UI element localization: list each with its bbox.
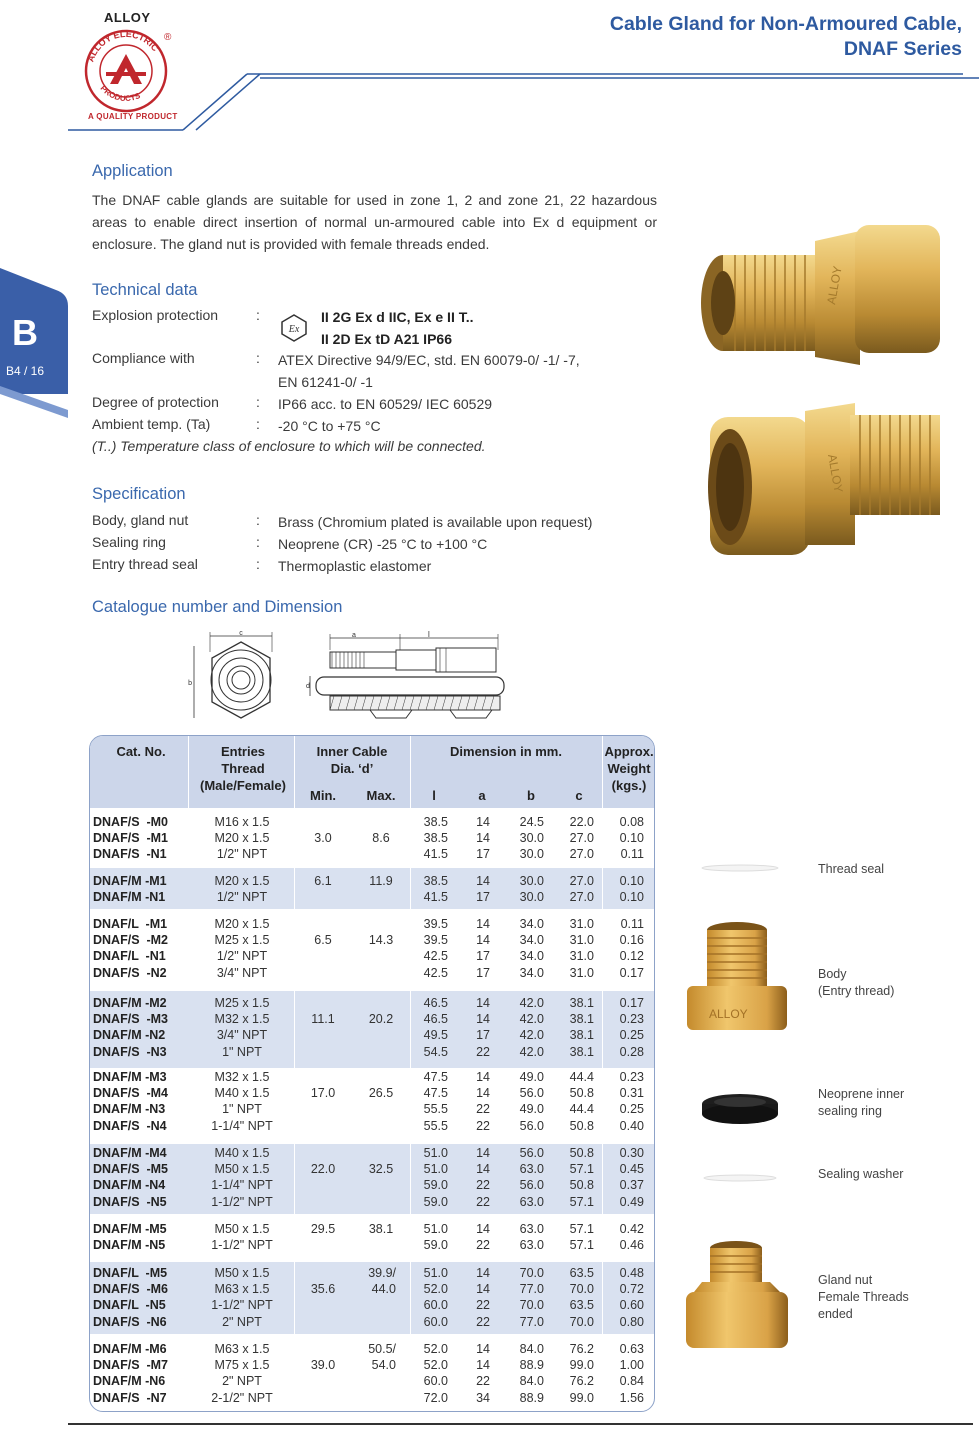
application-text: The DNAF cable glands are suitable for used in zone 1, 2 and zone 21, 22 hazardous areas to enable direct insertion of normal un-armoured cable into Ex d equipment or enclosure. The gland nut is provided with female threads ended. <box>92 192 657 252</box>
title-line-1: Cable Gland for Non-Armoured Cable, <box>609 13 962 35</box>
column-divider <box>294 808 295 1412</box>
cell-weight: 0.11 0.16 0.12 0.17 <box>619 917 644 980</box>
tech-explosion-value <box>321 306 474 350</box>
cell-min: 22.0 <box>310 1162 336 1176</box>
cell-cat-no: DNAF/S -M0 DNAF/S -M1 DNAF/S -N1 <box>93 815 168 862</box>
cell-max: 14.3 <box>368 933 394 947</box>
cell-max: 20.2 <box>368 1012 394 1026</box>
page-number: B4 / 16 <box>6 364 45 378</box>
table-row-group <box>90 1144 655 1214</box>
cell-l: 51.0 59.0 <box>423 1222 448 1253</box>
section-letter: B <box>12 312 38 353</box>
svg-text:l: l <box>428 630 430 639</box>
cell-weight: 0.08 0.10 0.11 <box>619 815 644 862</box>
svg-text:Ex: Ex <box>288 324 300 335</box>
cell-a: 14 14 17 22 <box>476 996 490 1059</box>
cell-cat-no: DNAF/M -M2 DNAF/S -M3 DNAF/M -N2 DNAF/S -N3 <box>93 996 168 1059</box>
cell-cat-no: DNAF/M -M6 DNAF/S -M7 DNAF/M -N6 DNAF/S -N7 <box>93 1342 168 1405</box>
header-decoration <box>0 60 979 140</box>
catalogue-table <box>89 735 655 1412</box>
document-title <box>610 12 962 62</box>
label-sealing-ring: Neoprene inner sealing ring <box>818 1087 905 1118</box>
cell-min: 39.0 <box>310 1358 336 1372</box>
title-line-2: DNAF Series <box>843 38 962 60</box>
header-cat-no: Cat. No. <box>116 744 166 759</box>
tech-explosion-line2: II 2D Ex tD A21 IP66 <box>321 331 452 347</box>
table-row-group <box>90 991 655 1068</box>
body-photo <box>685 918 790 1036</box>
column-divider <box>410 808 411 1412</box>
cell-max: 50.5/ 54.0 <box>368 1342 396 1373</box>
cell-weight: 0.10 0.10 <box>619 874 644 905</box>
label-thread-seal: Thread seal <box>818 862 885 876</box>
cell-weight: 0.48 0.72 0.60 0.80 <box>619 1266 644 1329</box>
cell-l: 46.5 46.5 49.5 54.5 <box>423 996 448 1059</box>
cell-thread: M20 x 1.5 M25 x 1.5 1/2" NPT 3/4" NPT <box>214 917 270 980</box>
cell-cat-no: DNAF/L -M1 DNAF/S -M2 DNAF/L -N1 DNAF/S -N2 <box>93 917 168 980</box>
svg-text:PRODUCTS: PRODUCTS <box>98 83 142 104</box>
catalogue-heading: Catalogue number and Dimension <box>92 598 343 616</box>
cell-min: 35.6 <box>310 1282 336 1296</box>
temperature-note: (T..) Temperature class of enclosure to which will be connected. <box>92 438 486 454</box>
spec-body-value: Brass (Chromium plated is available upon request) <box>278 514 593 530</box>
table-row-group <box>90 1334 655 1412</box>
header-l: l <box>432 788 436 803</box>
side-view-drawing <box>300 630 520 722</box>
colon: : <box>256 350 260 366</box>
colon: : <box>256 307 260 323</box>
cell-c: 38.1 38.1 38.1 38.1 <box>569 996 594 1059</box>
header-weight-3: (kgs.) <box>611 778 647 793</box>
cell-l: 38.5 38.5 41.5 <box>423 815 448 862</box>
header-inner-2: Dia. ‘d’ <box>330 761 374 776</box>
footer-divider <box>68 1423 973 1425</box>
tech-label-compliance: Compliance with <box>92 350 195 366</box>
header-entries-2: Thread <box>221 761 265 776</box>
svg-text:d: d <box>306 683 310 690</box>
tech-protection-value: IP66 acc. to EN 60529/ IEC 60529 <box>278 396 493 412</box>
header-divider <box>602 736 603 808</box>
tech-compliance-value <box>278 349 580 393</box>
tech-label-protection: Degree of protection <box>92 394 219 410</box>
svg-text:b: b <box>188 680 192 687</box>
cell-max: 8.6 <box>372 831 390 845</box>
tech-compliance-line1: ATEX Directive 94/9/EC, std. EN 60079-0/ -1/ -7, <box>278 352 580 368</box>
colon: : <box>256 512 260 528</box>
registered-mark: ® <box>164 32 172 43</box>
table-row-group <box>90 1262 655 1334</box>
cell-thread: M50 x 1.5 M63 x 1.5 1-1/2" NPT 2" NPT <box>211 1266 273 1329</box>
spec-label-entry: Entry thread seal <box>92 556 198 572</box>
spec-label-sealing: Sealing ring <box>92 534 166 550</box>
cell-l: 52.0 52.0 60.0 72.0 <box>423 1342 448 1405</box>
cell-weight: 0.42 0.46 <box>619 1222 644 1253</box>
cell-c: 57.1 57.1 <box>569 1222 594 1253</box>
header-c: c <box>575 788 583 803</box>
cell-cat-no: DNAF/M -M3 DNAF/S -M4 DNAF/M -N3 DNAF/S -N4 <box>93 1070 168 1133</box>
cell-c: 76.2 99.0 76.2 99.0 <box>569 1342 594 1405</box>
cell-l: 39.5 39.5 42.5 42.5 <box>423 917 448 980</box>
cell-a: 14 14 17 <box>476 815 490 862</box>
cell-b: 24.5 30.0 30.0 <box>519 815 544 862</box>
cell-cat-no: DNAF/L -M5 DNAF/S -M6 DNAF/L -N5 DNAF/S -N6 <box>93 1266 168 1329</box>
cell-max: 11.9 <box>369 874 393 888</box>
cell-b: 70.0 77.0 70.0 77.0 <box>519 1266 544 1329</box>
technical-heading: Technical data <box>92 281 198 299</box>
cell-thread: M25 x 1.5 M32 x 1.5 3/4" NPT 1" NPT <box>214 996 270 1059</box>
svg-text:ALLOY: ALLOY <box>825 453 846 494</box>
cell-weight: 0.30 0.45 0.37 0.49 <box>619 1146 644 1209</box>
cell-b: 84.0 88.9 84.0 88.9 <box>519 1342 544 1405</box>
column-divider <box>602 808 603 1412</box>
specification-heading: Specification <box>92 485 186 503</box>
header-divider <box>410 736 411 808</box>
cell-c: 22.0 27.0 27.0 <box>569 815 594 862</box>
cell-weight: 0.63 1.00 0.84 1.56 <box>619 1342 644 1405</box>
header-inner-1: Inner Cable <box>316 744 388 759</box>
header-entries <box>192 743 294 794</box>
cell-max: 32.5 <box>368 1162 394 1176</box>
cell-thread: M32 x 1.5 M40 x 1.5 1" NPT 1-1/4" NPT <box>211 1070 273 1133</box>
cell-weight: 0.17 0.23 0.25 0.28 <box>619 996 644 1059</box>
cell-l: 38.5 41.5 <box>423 874 448 905</box>
tech-explosion-line1: II 2G Ex d IIC, Ex e II T.. <box>321 309 474 325</box>
cell-b: 56.0 63.0 56.0 63.0 <box>519 1146 544 1209</box>
front-view-drawing <box>182 630 282 722</box>
cell-c: 31.0 31.0 31.0 31.0 <box>569 917 594 980</box>
cell-a: 14 14 22 34 <box>476 1342 490 1405</box>
cell-min: 6.1 <box>314 874 332 888</box>
gland-photo-top <box>695 215 945 365</box>
spec-entry-value: Thermoplastic elastomer <box>278 558 432 574</box>
tech-compliance-line2: EN 61241-0/ -1 <box>278 374 373 390</box>
svg-text:ALLOY ELECTRIC: ALLOY ELECTRIC <box>85 28 161 64</box>
header-b: b <box>527 788 535 803</box>
header-inner-cable <box>294 743 410 777</box>
cell-c: 44.4 50.8 44.4 50.8 <box>569 1070 594 1133</box>
cell-b: 63.0 63.0 <box>519 1222 544 1253</box>
ex-hexagon-icon <box>279 313 309 343</box>
cell-l: 51.0 52.0 60.0 60.0 <box>423 1266 448 1329</box>
cell-c: 50.8 57.1 50.8 57.1 <box>569 1146 594 1209</box>
table-row-group <box>90 1214 655 1262</box>
svg-text:a: a <box>352 632 356 639</box>
header-a: a <box>478 788 486 803</box>
colon: : <box>256 416 260 432</box>
cell-c: 27.0 27.0 <box>569 874 594 905</box>
header-weight <box>602 743 655 794</box>
cell-thread: M63 x 1.5 M75 x 1.5 2" NPT 2-1/2" NPT <box>211 1342 273 1405</box>
cell-min: 6.5 <box>314 933 332 947</box>
tech-ambient-value: -20 °C to +75 °C <box>278 418 381 434</box>
colon: : <box>256 394 260 410</box>
header-entries-1: Entries <box>220 744 266 759</box>
svg-text:c: c <box>239 630 243 637</box>
table-row-group <box>90 1068 655 1144</box>
cell-a: 14 14 22 22 <box>476 1070 490 1133</box>
header-divider <box>188 736 189 808</box>
cell-max: 26.5 <box>368 1086 394 1100</box>
cell-min: 17.0 <box>310 1086 336 1100</box>
cell-min: 29.5 <box>310 1222 336 1236</box>
spec-sealing-value: Neoprene (CR) -25 °C to +100 °C <box>278 536 488 552</box>
cell-l: 47.5 47.5 55.5 55.5 <box>423 1070 448 1133</box>
cell-max: 38.1 <box>368 1222 394 1236</box>
logo-brand: ALLOY <box>104 10 151 25</box>
cell-thread: M50 x 1.5 1-1/2" NPT <box>211 1222 273 1253</box>
cell-b: 42.0 42.0 42.0 42.0 <box>519 996 544 1059</box>
tech-label-ambient: Ambient temp. (Ta) <box>92 416 211 432</box>
table-header <box>90 736 655 808</box>
header-min: Min. <box>310 788 336 803</box>
cell-b: 30.0 30.0 <box>519 874 544 905</box>
thread-seal-photo <box>700 862 780 874</box>
header-entries-3: (Male/Female) <box>200 778 286 793</box>
cell-a: 14 14 22 22 <box>476 1266 490 1329</box>
label-gland-nut: Gland nut Female Threads ended <box>818 1273 909 1321</box>
tech-label-explosion: Explosion protection <box>92 307 219 323</box>
table-row-group <box>90 808 655 868</box>
cell-a: 14 14 22 22 <box>476 1146 490 1209</box>
application-heading: Application <box>92 162 173 180</box>
table-row-group <box>90 909 655 991</box>
svg-text:ALLOY: ALLOY <box>709 1007 748 1021</box>
cell-a: 14 17 <box>476 874 490 905</box>
sealing-washer-photo <box>702 1172 778 1184</box>
cell-max: 39.9/ 44.0 <box>368 1266 396 1297</box>
cell-cat-no: DNAF/M -M5 DNAF/M -N5 <box>93 1222 167 1253</box>
label-sealing-washer: Sealing washer <box>818 1167 904 1181</box>
cell-b: 34.0 34.0 34.0 34.0 <box>519 917 544 980</box>
header-weight-2: Weight <box>607 761 651 776</box>
cell-thread: M16 x 1.5 M20 x 1.5 1/2" NPT <box>214 815 270 862</box>
cell-min: 11.1 <box>311 1012 335 1026</box>
cell-weight: 0.23 0.31 0.25 0.40 <box>619 1070 644 1133</box>
cell-c: 63.5 70.0 63.5 70.0 <box>569 1266 594 1329</box>
colon: : <box>256 556 260 572</box>
spec-label-body: Body, gland nut <box>92 512 189 528</box>
colon: : <box>256 534 260 550</box>
cell-l: 51.0 51.0 59.0 59.0 <box>423 1146 448 1209</box>
cell-min: 3.0 <box>314 831 332 845</box>
cell-thread: M40 x 1.5 M50 x 1.5 1-1/4" NPT 1-1/2" NPT <box>211 1146 273 1209</box>
logo-tagline: A QUALITY PRODUCT <box>88 112 178 121</box>
header-dimension: Dimension in mm. <box>450 744 562 759</box>
svg-text:ALLOY: ALLOY <box>824 264 845 306</box>
cell-a: 14 22 <box>476 1222 490 1253</box>
cell-thread: M20 x 1.5 1/2" NPT <box>214 874 270 905</box>
cell-a: 14 14 17 17 <box>476 917 490 980</box>
header-max: Max. <box>366 788 396 803</box>
header-divider <box>294 736 295 808</box>
label-body: Body (Entry thread) <box>818 967 895 998</box>
cell-cat-no: DNAF/M -M4 DNAF/S -M5 DNAF/M -N4 DNAF/S -N5 <box>93 1146 168 1209</box>
cell-b: 49.0 56.0 49.0 56.0 <box>519 1070 544 1133</box>
gland-nut-photo <box>682 1238 792 1353</box>
header-weight-1: Approx. <box>604 744 654 759</box>
gland-photo-bottom <box>700 395 945 560</box>
sealing-ring-photo <box>700 1090 780 1124</box>
cell-cat-no: DNAF/M -M1 DNAF/M -N1 <box>93 874 167 905</box>
table-row-group <box>90 868 655 909</box>
